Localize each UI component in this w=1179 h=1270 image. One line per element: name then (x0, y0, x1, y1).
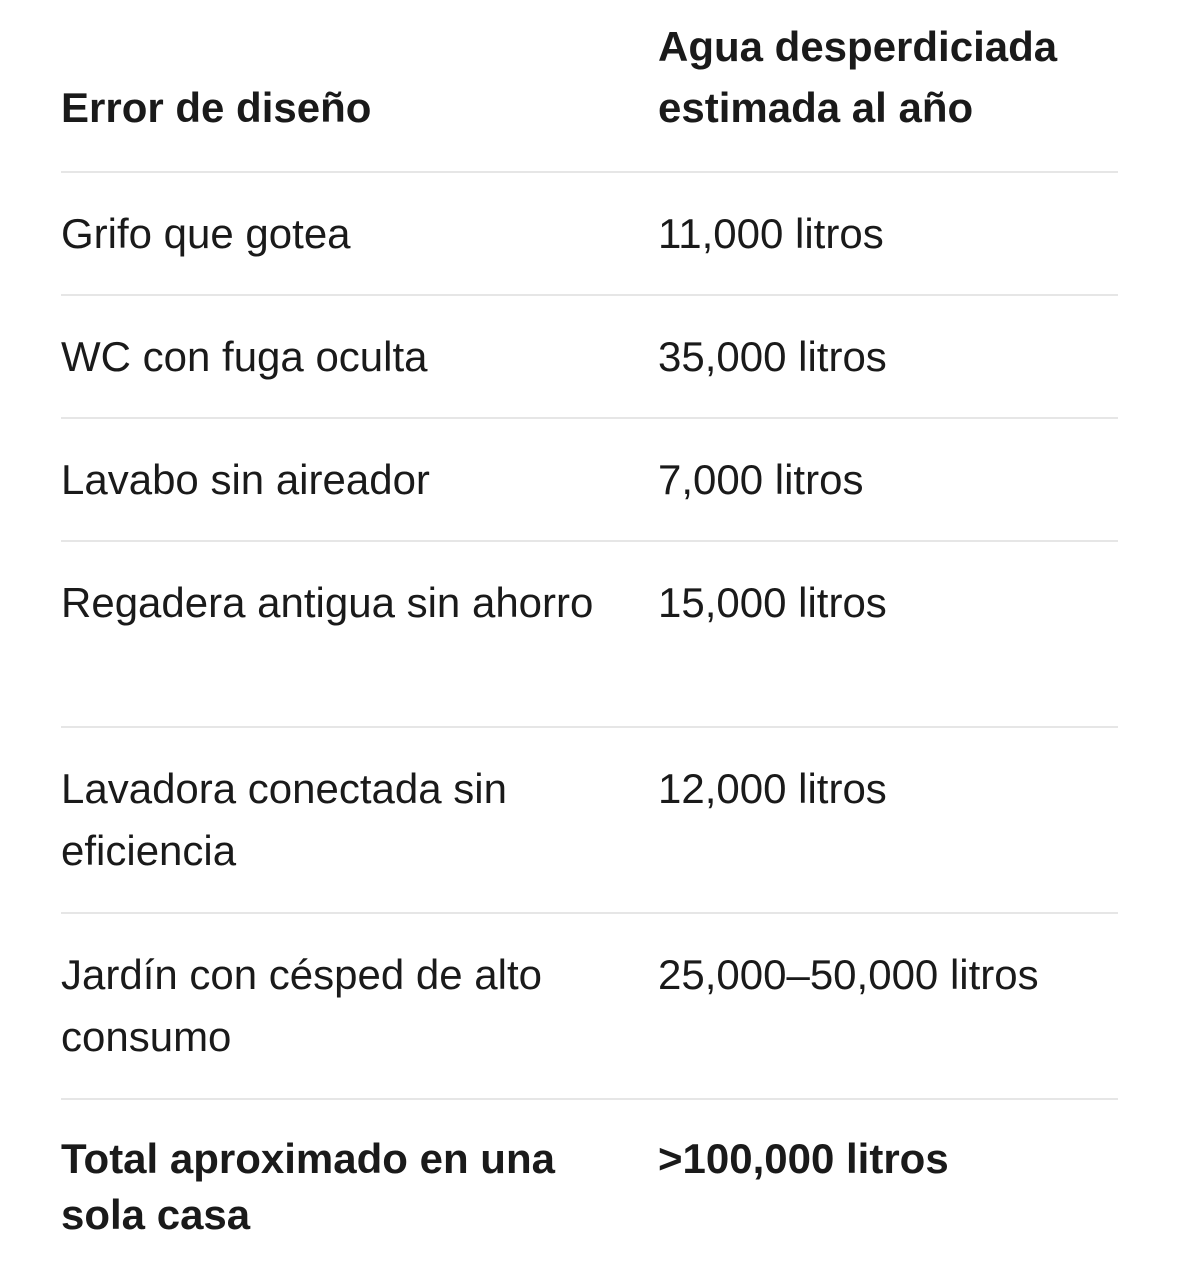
header-agua-desperdiciada: Agua desperdiciada estimada al año (658, 23, 1058, 131)
water-waste-table (61, 0, 1118, 1243)
total-value: >100,000 litros (658, 1135, 949, 1182)
table-row (61, 542, 1118, 728)
row-water-cell: 12,000 litros (658, 765, 887, 812)
row-water-cell: 11,000 litros (658, 210, 884, 257)
row-error-cell: Grifo que gotea (61, 210, 351, 257)
header-error-de-diseno: Error de diseño (61, 84, 372, 131)
total-label: Total aproximado en una sola casa (61, 1135, 555, 1238)
table-row (61, 728, 1118, 914)
row-error-cell: Regadera antigua sin ahorro (61, 579, 594, 626)
row-error-cell: Lavabo sin aireador (61, 456, 430, 503)
table-row (61, 419, 1118, 542)
table-row (61, 914, 1118, 1100)
row-error-cell: Lavadora conectada sin eficiencia (61, 765, 507, 874)
table-header-row (61, 0, 1118, 173)
row-water-cell: 35,000 litros (658, 333, 887, 380)
row-error-cell: WC con fuga oculta (61, 333, 428, 380)
row-water-cell: 15,000 litros (658, 579, 887, 626)
table-total-row (61, 1100, 1118, 1243)
row-water-cell: 25,000–50,000 litros (658, 951, 1039, 998)
table-row (61, 296, 1118, 419)
row-water-cell: 7,000 litros (658, 456, 864, 503)
table-row (61, 173, 1118, 296)
row-error-cell: Jardín con césped de alto consumo (61, 951, 542, 1060)
